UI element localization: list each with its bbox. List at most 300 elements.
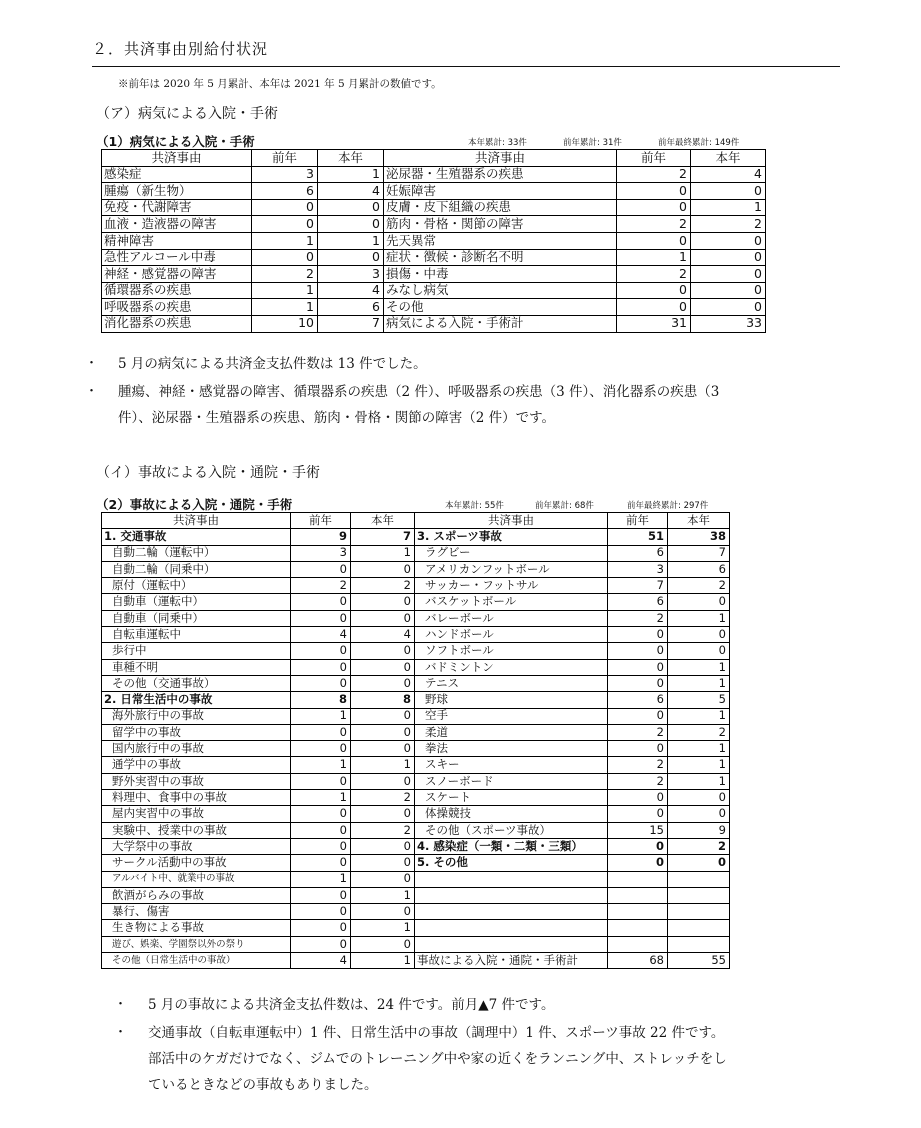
current-year-cell: 1	[668, 741, 730, 757]
previous-year-cell: 0	[291, 855, 351, 871]
previous-year-cell	[608, 904, 668, 920]
reason-cell: 飲酒がらみの事故	[102, 887, 291, 903]
reason-cell: 3. スポーツ事故	[415, 529, 608, 545]
table-row	[102, 529, 730, 545]
current-year-cell: 0	[691, 249, 766, 266]
reason-cell: 自動車（同乗中）	[102, 610, 291, 626]
reason-cell: 生き物による事故	[102, 920, 291, 936]
reason-cell: 病気による入院・手術計	[384, 315, 617, 332]
current-year-cell: 5	[668, 692, 730, 708]
previous-year-cell	[608, 936, 668, 952]
current-year-cell: 0	[351, 838, 415, 854]
accident-summary-last-year-final: 前年最終累計: 297件	[627, 501, 709, 511]
current-year-cell: 0	[691, 183, 766, 200]
previous-year-cell: 0	[608, 675, 668, 691]
current-year-cell: 0	[351, 643, 415, 659]
reason-cell: 事故による入院・通院・手術計	[415, 953, 608, 969]
accident-summary-last-year: 前年累計: 68件	[535, 501, 594, 511]
previous-year-cell: 0	[608, 806, 668, 822]
reason-cell: 精神障害	[102, 232, 252, 249]
previous-year-cell: 0	[252, 249, 318, 266]
previous-year-cell: 0	[291, 822, 351, 838]
accident-summary-this-year: 本年累計: 55件	[445, 501, 504, 511]
previous-year-cell: 0	[291, 838, 351, 854]
previous-year-cell: 0	[617, 199, 691, 216]
current-year-cell: 0	[351, 724, 415, 740]
current-year-cell: 1	[351, 887, 415, 903]
reason-cell: 大学祭中の事故	[102, 838, 291, 854]
previous-year-cell: 0	[291, 920, 351, 936]
reason-cell: 症状・徴候・診断名不明	[384, 249, 617, 266]
reason-cell: スキー	[415, 757, 608, 773]
current-year-cell: 55	[668, 953, 730, 969]
reason-cell: その他（交通事故）	[102, 675, 291, 691]
previous-year-cell	[608, 871, 668, 887]
reason-cell: 消化器系の疾患	[102, 315, 252, 332]
bullet: ・	[85, 356, 99, 371]
table-row	[102, 708, 730, 724]
table-row	[102, 578, 730, 594]
reason-cell: サークル活動中の事故	[102, 855, 291, 871]
reason-cell: 筋肉・骨格・関節の障害	[384, 216, 617, 233]
illness-bullet-2-cont: 件）、泌尿器・生殖器系の疾患、筋肉・骨格・関節の障害（2 件）です。	[118, 410, 556, 426]
table-row	[102, 936, 730, 952]
current-year-cell: 0	[351, 594, 415, 610]
table-row	[102, 953, 730, 969]
previous-year-cell: 0	[252, 199, 318, 216]
table-row	[102, 741, 730, 757]
reason-cell: 屋内実習中の事故	[102, 806, 291, 822]
column-header: 本年	[318, 150, 384, 167]
previous-year-cell	[608, 887, 668, 903]
table-row	[102, 790, 730, 806]
accident-table-caption: （2）事故による入院・通院・手術	[96, 497, 293, 512]
bullet: ・	[114, 1025, 128, 1040]
illness-section-heading: （ア）病気による入院・手術	[96, 106, 278, 122]
column-header: 共済事由	[102, 513, 291, 529]
current-year-cell: 1	[668, 659, 730, 675]
current-year-cell: 2	[668, 724, 730, 740]
current-year-cell: 0	[351, 855, 415, 871]
previous-year-cell: 51	[608, 529, 668, 545]
current-year-cell	[668, 887, 730, 903]
current-year-cell: 4	[351, 627, 415, 643]
previous-year-cell: 0	[608, 659, 668, 675]
previous-year-cell: 0	[252, 216, 318, 233]
reason-cell: 遊び、娯楽、学園祭以外の祭り	[102, 936, 291, 952]
table-row	[102, 610, 730, 626]
table-row	[102, 545, 730, 561]
current-year-cell: 2	[351, 822, 415, 838]
current-year-cell: 8	[351, 692, 415, 708]
reason-cell: 国内旅行中の事故	[102, 741, 291, 757]
current-year-cell: 1	[318, 232, 384, 249]
reason-cell: 1. 交通事故	[102, 529, 291, 545]
reason-cell: スケート	[415, 790, 608, 806]
current-year-cell: 3	[318, 266, 384, 283]
title-divider	[92, 66, 840, 67]
reason-cell: 自動二輪（同乗中）	[102, 561, 291, 577]
accident-bullet-2-cont-2: ているときなどの事故もありました。	[148, 1077, 378, 1093]
accident-bullet-2-cont-1: 部活中のケガだけでなく、ジムでのトレーニング中や家の近くをランニング中、ストレッチをし	[148, 1051, 727, 1067]
table-row	[102, 920, 730, 936]
illness-table	[101, 149, 766, 333]
previous-year-cell: 1	[291, 790, 351, 806]
previous-year-cell: 2	[291, 578, 351, 594]
illness-summary-last-year-final: 前年最終累計: 149件	[658, 138, 740, 148]
table-row	[102, 887, 730, 903]
reason-cell: バドミントン	[415, 659, 608, 675]
current-year-cell: 1	[668, 773, 730, 789]
current-year-cell: 6	[318, 299, 384, 316]
reason-cell: ラグビー	[415, 545, 608, 561]
previous-year-cell: 4	[291, 953, 351, 969]
reason-cell: ハンドボール	[415, 627, 608, 643]
previous-year-cell: 1	[252, 299, 318, 316]
reason-cell: 循環器系の疾患	[102, 282, 252, 299]
current-year-cell: 0	[351, 708, 415, 724]
previous-year-cell: 68	[608, 953, 668, 969]
current-year-cell: 1	[691, 199, 766, 216]
reason-cell: 5. その他	[415, 855, 608, 871]
accident-table	[101, 512, 730, 969]
reason-cell: 体操競技	[415, 806, 608, 822]
current-year-cell: 0	[351, 675, 415, 691]
column-header: 本年	[668, 513, 730, 529]
previous-year-cell: 0	[617, 183, 691, 200]
table-row	[102, 299, 766, 316]
previous-year-cell: 0	[291, 904, 351, 920]
current-year-cell: 2	[668, 838, 730, 854]
current-year-cell: 0	[691, 282, 766, 299]
previous-year-cell: 6	[608, 594, 668, 610]
reason-cell: テニス	[415, 675, 608, 691]
previous-year-cell: 1	[617, 249, 691, 266]
previous-year-cell: 2	[608, 757, 668, 773]
reason-cell: 妊娠障害	[384, 183, 617, 200]
reason-cell: 野球	[415, 692, 608, 708]
current-year-cell: 0	[351, 561, 415, 577]
table-row	[102, 871, 730, 887]
current-year-cell: 1	[351, 545, 415, 561]
column-header: 前年	[291, 513, 351, 529]
current-year-cell	[668, 920, 730, 936]
current-year-cell: 4	[318, 183, 384, 200]
bullet: ・	[85, 384, 99, 399]
current-year-cell: 1	[318, 166, 384, 183]
page-title: ２．共済事由別給付状況	[92, 40, 269, 58]
table-row	[102, 166, 766, 183]
table-row	[102, 692, 730, 708]
column-header: 共済事由	[384, 150, 617, 167]
previous-year-cell: 9	[291, 529, 351, 545]
column-header: 共済事由	[415, 513, 608, 529]
table-header-row	[102, 150, 766, 167]
current-year-cell: 7	[318, 315, 384, 332]
current-year-cell: 1	[351, 920, 415, 936]
accident-section-heading: （イ）事故による入院・通院・手術	[96, 465, 320, 481]
current-year-cell: 33	[691, 315, 766, 332]
current-year-cell: 0	[318, 249, 384, 266]
table-row	[102, 806, 730, 822]
reason-cell: ソフトボール	[415, 643, 608, 659]
previous-year-cell: 3	[252, 166, 318, 183]
previous-year-cell	[608, 920, 668, 936]
period-note: ※前年は 2020 年 5 月累計、本年は 2021 年 5 月累計の数値です。	[118, 78, 442, 90]
current-year-cell: 0	[668, 643, 730, 659]
illness-bullet-2: 腫瘍、神経・感覚器の障害、循環器系の疾患（2 件）、呼吸器系の疾患（3 件）、消化器系の疾患（3	[118, 384, 720, 400]
previous-year-cell: 0	[291, 675, 351, 691]
reason-cell: 神経・感覚器の障害	[102, 266, 252, 283]
previous-year-cell: 0	[291, 887, 351, 903]
current-year-cell: 2	[668, 578, 730, 594]
reason-cell: 留学中の事故	[102, 724, 291, 740]
illness-summary-last-year: 前年累計: 31件	[563, 138, 622, 148]
reason-cell: 暴行、傷害	[102, 904, 291, 920]
previous-year-cell: 1	[291, 871, 351, 887]
previous-year-cell: 0	[291, 741, 351, 757]
current-year-cell: 0	[351, 871, 415, 887]
previous-year-cell: 0	[291, 806, 351, 822]
table-header-row	[102, 513, 730, 529]
previous-year-cell: 0	[291, 659, 351, 675]
current-year-cell: 0	[351, 806, 415, 822]
column-header: 本年	[351, 513, 415, 529]
previous-year-cell: 0	[291, 724, 351, 740]
reason-cell	[415, 920, 608, 936]
previous-year-cell: 0	[291, 773, 351, 789]
column-header: 前年	[617, 150, 691, 167]
reason-cell: 歩行中	[102, 643, 291, 659]
illness-summary-this-year: 本年累計: 33件	[468, 138, 527, 148]
current-year-cell: 4	[691, 166, 766, 183]
previous-year-cell: 0	[608, 627, 668, 643]
reason-cell: 皮膚・皮下組織の疾患	[384, 199, 617, 216]
column-header: 前年	[608, 513, 668, 529]
reason-cell: 急性アルコール中毒	[102, 249, 252, 266]
current-year-cell: 38	[668, 529, 730, 545]
reason-cell: アルバイト中、就業中の事故	[102, 871, 291, 887]
current-year-cell: 0	[691, 232, 766, 249]
reason-cell: バレーボール	[415, 610, 608, 626]
current-year-cell: 0	[351, 610, 415, 626]
current-year-cell: 1	[351, 757, 415, 773]
previous-year-cell: 2	[617, 166, 691, 183]
reason-cell	[415, 904, 608, 920]
table-row	[102, 216, 766, 233]
reason-cell: 感染症	[102, 166, 252, 183]
reason-cell: アメリカンフットボール	[415, 561, 608, 577]
current-year-cell: 1	[668, 708, 730, 724]
reason-cell	[415, 936, 608, 952]
previous-year-cell: 1	[291, 757, 351, 773]
previous-year-cell: 1	[252, 282, 318, 299]
reason-cell: 腫瘍（新生物）	[102, 183, 252, 200]
reason-cell: 実験中、授業中の事故	[102, 822, 291, 838]
previous-year-cell: 2	[608, 773, 668, 789]
current-year-cell	[668, 904, 730, 920]
previous-year-cell: 1	[252, 232, 318, 249]
table-row	[102, 266, 766, 283]
previous-year-cell: 0	[608, 708, 668, 724]
table-row	[102, 232, 766, 249]
reason-cell: 通学中の事故	[102, 757, 291, 773]
current-year-cell	[668, 936, 730, 952]
current-year-cell: 0	[351, 936, 415, 952]
previous-year-cell: 15	[608, 822, 668, 838]
previous-year-cell: 0	[291, 936, 351, 952]
reason-cell: 原付（運転中）	[102, 578, 291, 594]
previous-year-cell: 4	[291, 627, 351, 643]
reason-cell: 2. 日常生活中の事故	[102, 692, 291, 708]
current-year-cell: 9	[668, 822, 730, 838]
table-row	[102, 822, 730, 838]
reason-cell: 自転車運転中	[102, 627, 291, 643]
previous-year-cell: 0	[617, 299, 691, 316]
previous-year-cell: 0	[608, 838, 668, 854]
current-year-cell: 1	[668, 757, 730, 773]
reason-cell: 血液・造液器の障害	[102, 216, 252, 233]
current-year-cell	[668, 871, 730, 887]
reason-cell	[415, 871, 608, 887]
table-row	[102, 643, 730, 659]
accident-table-body	[102, 513, 730, 969]
previous-year-cell: 2	[617, 216, 691, 233]
current-year-cell: 0	[691, 299, 766, 316]
previous-year-cell: 0	[291, 610, 351, 626]
table-row	[102, 282, 766, 299]
reason-cell: その他（スポーツ事故）	[415, 822, 608, 838]
current-year-cell: 0	[668, 806, 730, 822]
previous-year-cell: 2	[608, 724, 668, 740]
previous-year-cell: 6	[608, 692, 668, 708]
current-year-cell: 2	[351, 790, 415, 806]
table-row	[102, 855, 730, 871]
reason-cell	[415, 887, 608, 903]
column-header: 本年	[691, 150, 766, 167]
reason-cell: 損傷・中毒	[384, 266, 617, 283]
current-year-cell: 2	[691, 216, 766, 233]
reason-cell: 料理中、食事中の事故	[102, 790, 291, 806]
current-year-cell: 0	[668, 594, 730, 610]
reason-cell: みなし病気	[384, 282, 617, 299]
reason-cell: バスケットボール	[415, 594, 608, 610]
reason-cell: 自動二輪（運転中）	[102, 545, 291, 561]
reason-cell: 拳法	[415, 741, 608, 757]
reason-cell: 車種不明	[102, 659, 291, 675]
current-year-cell: 0	[668, 627, 730, 643]
previous-year-cell: 6	[608, 545, 668, 561]
current-year-cell: 0	[691, 266, 766, 283]
accident-bullet-2: 交通事故（自転車運転中）1 件、日常生活中の事故（調理中）1 件、スポーツ事故 22 件です。	[148, 1025, 725, 1041]
previous-year-cell: 2	[608, 610, 668, 626]
reason-cell: サッカー・フットサル	[415, 578, 608, 594]
previous-year-cell: 2	[617, 266, 691, 283]
current-year-cell: 0	[668, 855, 730, 871]
illness-table-caption: （1）病気による入院・手術	[96, 134, 255, 149]
table-row	[102, 724, 730, 740]
current-year-cell: 0	[351, 773, 415, 789]
reason-cell: 4. 感染症（一類・二類・三類）	[415, 838, 608, 854]
previous-year-cell: 0	[617, 282, 691, 299]
bullet: ・	[114, 997, 128, 1012]
current-year-cell: 7	[668, 545, 730, 561]
illness-bullet-1: 5 月の病気による共済金支払件数は 13 件でした。	[118, 356, 427, 372]
previous-year-cell: 2	[252, 266, 318, 283]
reason-cell: 呼吸器系の疾患	[102, 299, 252, 316]
previous-year-cell: 6	[252, 183, 318, 200]
previous-year-cell: 0	[291, 594, 351, 610]
column-header: 前年	[252, 150, 318, 167]
table-row	[102, 561, 730, 577]
current-year-cell: 1	[351, 953, 415, 969]
current-year-cell: 0	[351, 741, 415, 757]
reason-cell: その他	[384, 299, 617, 316]
current-year-cell: 1	[668, 675, 730, 691]
previous-year-cell: 0	[608, 741, 668, 757]
table-row	[102, 627, 730, 643]
previous-year-cell: 0	[608, 790, 668, 806]
accident-bullet-1: 5 月の事故による共済金支払件数は、24 件です。前月▲7 件です。	[148, 997, 555, 1013]
current-year-cell: 0	[318, 199, 384, 216]
previous-year-cell: 0	[608, 855, 668, 871]
current-year-cell: 0	[351, 659, 415, 675]
table-row	[102, 199, 766, 216]
previous-year-cell: 3	[608, 561, 668, 577]
current-year-cell: 2	[351, 578, 415, 594]
current-year-cell: 0	[668, 790, 730, 806]
previous-year-cell: 8	[291, 692, 351, 708]
current-year-cell: 6	[668, 561, 730, 577]
table-row	[102, 675, 730, 691]
reason-cell: 泌尿器・生殖器系の疾患	[384, 166, 617, 183]
reason-cell: その他（日常生活中の事故）	[102, 953, 291, 969]
previous-year-cell: 0	[617, 232, 691, 249]
table-row	[102, 594, 730, 610]
previous-year-cell: 10	[252, 315, 318, 332]
previous-year-cell: 7	[608, 578, 668, 594]
table-row	[102, 315, 766, 332]
reason-cell: 海外旅行中の事故	[102, 708, 291, 724]
table-row	[102, 904, 730, 920]
previous-year-cell: 3	[291, 545, 351, 561]
reason-cell: 先天異常	[384, 232, 617, 249]
reason-cell: 空手	[415, 708, 608, 724]
table-row	[102, 183, 766, 200]
current-year-cell: 0	[351, 904, 415, 920]
previous-year-cell: 31	[617, 315, 691, 332]
table-row	[102, 838, 730, 854]
previous-year-cell: 0	[291, 643, 351, 659]
illness-table-body	[102, 150, 766, 333]
table-row	[102, 757, 730, 773]
current-year-cell: 4	[318, 282, 384, 299]
reason-cell: 野外実習中の事故	[102, 773, 291, 789]
previous-year-cell: 0	[291, 561, 351, 577]
previous-year-cell: 1	[291, 708, 351, 724]
reason-cell: 免疫・代謝障害	[102, 199, 252, 216]
table-row	[102, 773, 730, 789]
current-year-cell: 7	[351, 529, 415, 545]
reason-cell: 柔道	[415, 724, 608, 740]
current-year-cell: 1	[668, 610, 730, 626]
column-header: 共済事由	[102, 150, 252, 167]
previous-year-cell: 0	[608, 643, 668, 659]
table-row	[102, 659, 730, 675]
reason-cell: 自動車（運転中）	[102, 594, 291, 610]
table-row	[102, 249, 766, 266]
reason-cell: スノーボード	[415, 773, 608, 789]
